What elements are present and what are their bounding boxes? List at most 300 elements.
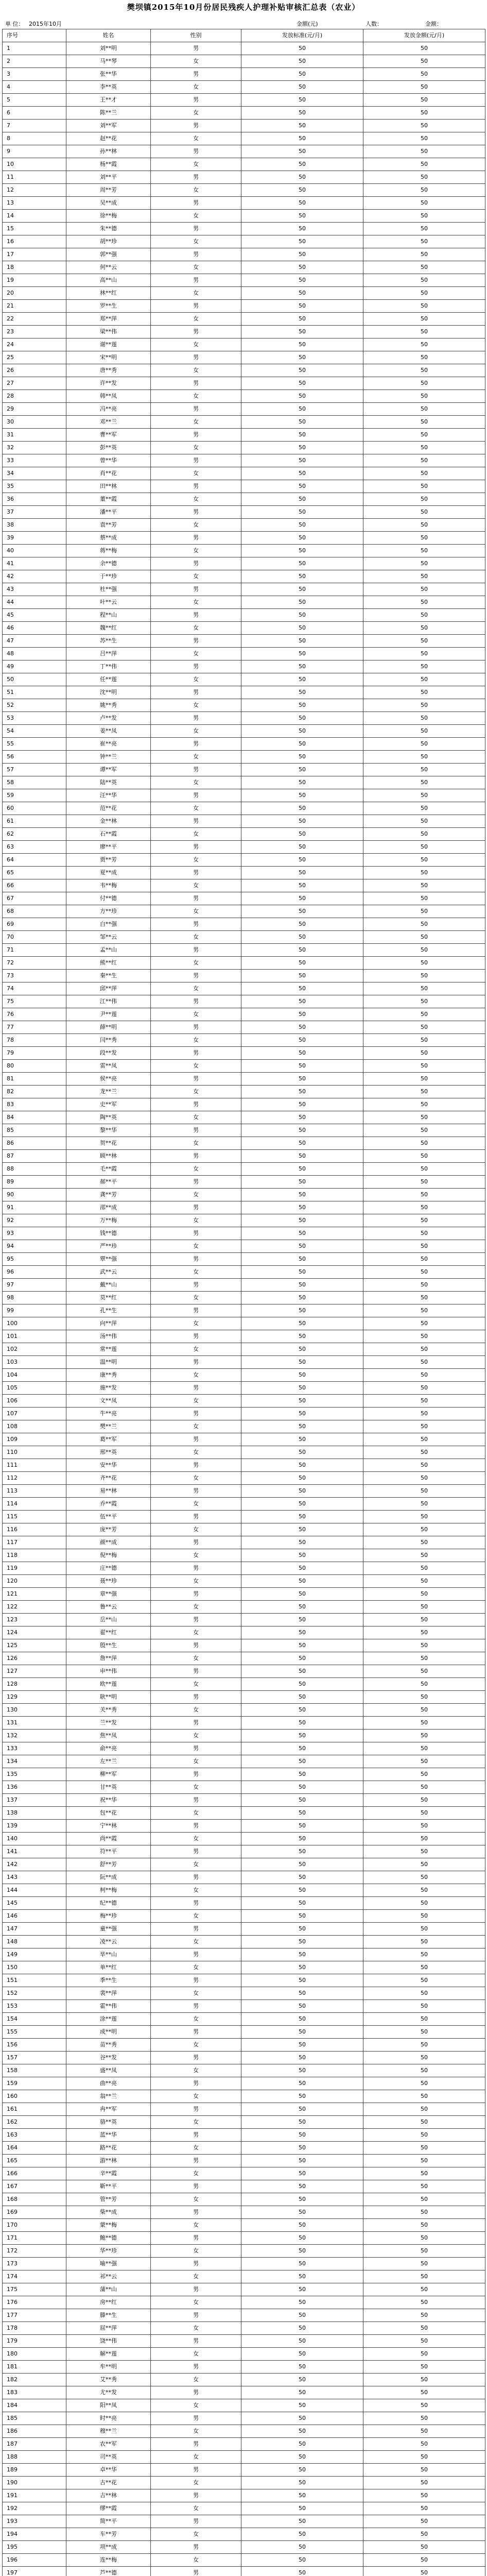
cell-gender: 男	[151, 2361, 241, 2374]
cell-standard: 50	[241, 2129, 363, 2142]
cell-name: 左**兰	[66, 1755, 151, 1768]
cell-index: 16	[3, 235, 66, 248]
cell-standard: 50	[241, 1807, 363, 1820]
cell-amount: 50	[363, 712, 485, 725]
cell-standard: 50	[241, 545, 363, 557]
cell-standard: 50	[241, 1459, 363, 1472]
cell-name: 汪**华	[66, 789, 151, 802]
cell-index: 30	[3, 416, 66, 429]
cell-standard: 50	[241, 1304, 363, 1317]
cell-gender: 男	[151, 1871, 241, 1884]
cell-name: 覃**强	[66, 1253, 151, 1266]
cell-index: 159	[3, 2077, 66, 2090]
cell-standard: 50	[241, 1639, 363, 1652]
cell-amount: 50	[363, 738, 485, 751]
cell-standard: 50	[241, 2090, 363, 2103]
table-row	[3, 1098, 485, 1111]
table-row	[3, 313, 485, 326]
cell-gender: 女	[151, 1807, 241, 1820]
table-row	[3, 660, 485, 673]
cell-name: 苏**生	[66, 635, 151, 648]
table-row	[3, 1833, 485, 1845]
cell-name: 文**凤	[66, 1395, 151, 1408]
cell-name: 阳**凤	[66, 2399, 151, 2412]
cell-name: 涂**莲	[66, 2013, 151, 2026]
cell-index: 147	[3, 1923, 66, 1936]
cell-gender: 男	[151, 2567, 241, 2576]
cell-amount: 50	[363, 1511, 485, 1523]
table-row	[3, 1189, 485, 1201]
cell-standard: 50	[241, 2554, 363, 2567]
table-row	[3, 1150, 485, 1163]
cell-gender: 女	[151, 1961, 241, 1974]
table-row	[3, 2129, 485, 2142]
cell-standard: 50	[241, 42, 363, 55]
cell-index: 11	[3, 171, 66, 184]
cell-gender: 男	[151, 377, 241, 390]
cell-name: 常**莲	[66, 1343, 151, 1356]
meta-amount: 金额：	[425, 21, 442, 27]
cell-standard: 50	[241, 1871, 363, 1884]
cell-name: 龙**兰	[66, 1086, 151, 1098]
cell-amount: 50	[363, 1253, 485, 1266]
cell-amount: 50	[363, 609, 485, 622]
cell-gender: 男	[151, 429, 241, 442]
table-row	[3, 2309, 485, 2322]
cell-index: 160	[3, 2090, 66, 2103]
cell-name: 金**林	[66, 815, 151, 828]
cell-gender: 男	[151, 1923, 241, 1936]
cell-amount: 50	[363, 248, 485, 261]
cell-gender: 男	[151, 1639, 241, 1652]
cell-amount: 50	[363, 2116, 485, 2129]
cell-gender: 女	[151, 828, 241, 841]
cell-gender: 女	[151, 879, 241, 892]
cell-index: 178	[3, 2322, 66, 2335]
cell-amount: 50	[363, 377, 485, 390]
cell-amount: 50	[363, 802, 485, 815]
cell-index: 49	[3, 660, 66, 673]
cell-amount: 50	[363, 776, 485, 789]
cell-gender: 男	[151, 1974, 241, 1987]
cell-amount: 50	[363, 2528, 485, 2541]
cell-amount: 50	[363, 338, 485, 351]
report-meta	[2, 18, 485, 28]
cell-index: 116	[3, 1523, 66, 1536]
table-row	[3, 1124, 485, 1137]
table-row	[3, 2052, 485, 2064]
cell-amount: 50	[363, 1343, 485, 1356]
cell-name: 包**花	[66, 1807, 151, 1820]
cell-name: 汤**伟	[66, 1330, 151, 1343]
cell-index: 52	[3, 699, 66, 712]
cell-amount: 50	[363, 982, 485, 995]
cell-index: 74	[3, 982, 66, 995]
cell-amount: 50	[363, 2167, 485, 2180]
table-row	[3, 261, 485, 274]
cell-gender: 女	[151, 1317, 241, 1330]
cell-standard: 50	[241, 287, 363, 300]
cell-amount: 50	[363, 596, 485, 609]
cell-index: 145	[3, 1897, 66, 1910]
table-row	[3, 609, 485, 622]
cell-gender: 女	[151, 158, 241, 171]
cell-index: 5	[3, 94, 66, 107]
cell-gender: 男	[151, 480, 241, 493]
cell-amount: 50	[363, 351, 485, 364]
cell-index: 111	[3, 1459, 66, 1472]
cell-name: 路**花	[66, 2142, 151, 2155]
table-row	[3, 532, 485, 545]
cell-amount: 50	[363, 1304, 485, 1317]
cell-index: 83	[3, 1098, 66, 1111]
cell-standard: 50	[241, 867, 363, 879]
cell-index: 47	[3, 635, 66, 648]
cell-gender: 男	[151, 2206, 241, 2219]
table-row	[3, 2374, 485, 2386]
cell-name: 段**发	[66, 1047, 151, 1060]
cell-amount: 50	[363, 1060, 485, 1073]
cell-gender: 男	[151, 506, 241, 519]
table-row	[3, 583, 485, 596]
cell-name: 蓝**华	[66, 2129, 151, 2142]
table-row	[3, 751, 485, 764]
cell-gender: 女	[151, 982, 241, 995]
cell-name: 许**发	[66, 377, 151, 390]
cell-amount: 50	[363, 995, 485, 1008]
cell-amount: 50	[363, 1845, 485, 1858]
cell-amount: 50	[363, 1601, 485, 1614]
cell-standard: 50	[241, 1974, 363, 1987]
cell-index: 189	[3, 2464, 66, 2477]
cell-gender: 女	[151, 725, 241, 738]
table-row	[3, 81, 485, 94]
cell-amount: 50	[363, 648, 485, 660]
cell-standard: 50	[241, 1408, 363, 1420]
cell-standard: 50	[241, 1034, 363, 1047]
cell-amount: 50	[363, 454, 485, 467]
cell-index: 101	[3, 1330, 66, 1343]
table-row	[3, 622, 485, 635]
cell-index: 148	[3, 1936, 66, 1948]
cell-amount: 50	[363, 1034, 485, 1047]
table-row	[3, 570, 485, 583]
cell-standard: 50	[241, 1189, 363, 1201]
cell-standard: 50	[241, 2489, 363, 2502]
table-row	[3, 1704, 485, 1717]
table-row	[3, 403, 485, 416]
cell-standard: 50	[241, 1794, 363, 1807]
cell-amount: 50	[363, 1704, 485, 1717]
cell-name: 牟**明	[66, 2361, 151, 2374]
table-row	[3, 2039, 485, 2052]
table-row	[3, 1665, 485, 1678]
table-row	[3, 2399, 485, 2412]
cell-amount: 50	[363, 132, 485, 145]
cell-name: 兰**发	[66, 1717, 151, 1730]
cell-index: 97	[3, 1279, 66, 1292]
cell-index: 27	[3, 377, 66, 390]
table-row	[3, 171, 485, 184]
table-row	[3, 1781, 485, 1794]
cell-amount: 50	[363, 725, 485, 738]
cell-gender: 女	[151, 2167, 241, 2180]
cell-name: 庄**德	[66, 1562, 151, 1575]
cell-standard: 50	[241, 1575, 363, 1588]
cell-name: 刘**平	[66, 171, 151, 184]
cell-amount: 50	[363, 1459, 485, 1472]
cell-index: 72	[3, 957, 66, 970]
cell-index: 61	[3, 815, 66, 828]
cell-name: 柯**梅	[66, 1884, 151, 1897]
cell-amount: 50	[363, 1047, 485, 1060]
cell-gender: 男	[151, 557, 241, 570]
cell-amount: 50	[363, 416, 485, 429]
cell-gender: 女	[151, 1601, 241, 1614]
cell-amount: 50	[363, 1214, 485, 1227]
cell-index: 44	[3, 596, 66, 609]
cell-index: 100	[3, 1317, 66, 1330]
cell-gender: 女	[151, 2142, 241, 2155]
cell-index: 177	[3, 2309, 66, 2322]
cell-standard: 50	[241, 982, 363, 995]
cell-standard: 50	[241, 686, 363, 699]
cell-amount: 50	[363, 1549, 485, 1562]
cell-gender: 女	[151, 2554, 241, 2567]
cell-gender: 女	[151, 2451, 241, 2464]
cell-amount: 50	[363, 1124, 485, 1137]
cell-name: 高**山	[66, 274, 151, 287]
cell-gender: 女	[151, 905, 241, 918]
cell-name: 柴**成	[66, 2206, 151, 2219]
table-row	[3, 1549, 485, 1562]
cell-index: 114	[3, 1498, 66, 1511]
cell-amount: 50	[363, 892, 485, 905]
cell-name: 翁**兰	[66, 2090, 151, 2103]
cell-standard: 50	[241, 1511, 363, 1523]
table-row	[3, 1343, 485, 1356]
table-row	[3, 2142, 485, 2155]
cell-name: 詹**萍	[66, 1652, 151, 1665]
table-row	[3, 1961, 485, 1974]
cell-standard: 50	[241, 1086, 363, 1098]
cell-standard: 50	[241, 1253, 363, 1266]
cell-index: 156	[3, 2039, 66, 2052]
cell-index: 130	[3, 1704, 66, 1717]
cell-index: 50	[3, 673, 66, 686]
cell-standard: 50	[241, 1730, 363, 1742]
table-row	[3, 2425, 485, 2438]
cell-gender: 女	[151, 1034, 241, 1047]
cell-standard: 50	[241, 197, 363, 210]
table-row	[3, 725, 485, 738]
cell-standard: 50	[241, 467, 363, 480]
cell-gender: 女	[151, 1704, 241, 1717]
cell-gender: 女	[151, 1240, 241, 1253]
cell-amount: 50	[363, 2567, 485, 2576]
cell-gender: 女	[151, 2296, 241, 2309]
cell-name: 沈**明	[66, 686, 151, 699]
cell-name: 何**云	[66, 261, 151, 274]
cell-gender: 女	[151, 1730, 241, 1742]
cell-name: 盛**凤	[66, 2064, 151, 2077]
cell-amount: 50	[363, 467, 485, 480]
cell-standard: 50	[241, 660, 363, 673]
cell-amount: 50	[363, 1794, 485, 1807]
cell-index: 172	[3, 2245, 66, 2258]
cell-gender: 男	[151, 2103, 241, 2116]
cell-standard: 50	[241, 1060, 363, 1073]
table-row	[3, 1163, 485, 1176]
cell-amount: 50	[363, 1356, 485, 1369]
cell-standard: 50	[241, 261, 363, 274]
cell-amount: 50	[363, 557, 485, 570]
cell-name: 严**珍	[66, 1240, 151, 1253]
cell-standard: 50	[241, 957, 363, 970]
cell-name: 俞**亮	[66, 1742, 151, 1755]
cell-name: 尹**莲	[66, 1008, 151, 1021]
cell-index: 132	[3, 1730, 66, 1742]
table-row	[3, 2167, 485, 2180]
cell-index: 133	[3, 1742, 66, 1755]
cell-gender: 女	[151, 2116, 241, 2129]
cell-name: 凌**云	[66, 1936, 151, 1948]
subsidy-table	[2, 29, 485, 2576]
cell-gender: 女	[151, 1678, 241, 1691]
cell-gender: 男	[151, 815, 241, 828]
cell-gender: 女	[151, 442, 241, 454]
cell-name: 于**珍	[66, 570, 151, 583]
cell-amount: 50	[363, 2039, 485, 2052]
cell-amount: 50	[363, 94, 485, 107]
cell-standard: 50	[241, 828, 363, 841]
table-row	[3, 648, 485, 660]
cell-gender: 男	[151, 1408, 241, 1420]
cell-standard: 50	[241, 403, 363, 416]
cell-name: 伍**平	[66, 1511, 151, 1523]
table-row	[3, 2348, 485, 2361]
cell-standard: 50	[241, 648, 363, 660]
cell-index: 6	[3, 107, 66, 120]
cell-gender: 男	[151, 1717, 241, 1730]
table-row	[3, 2000, 485, 2013]
cell-standard: 50	[241, 1936, 363, 1948]
cell-standard: 50	[241, 235, 363, 248]
cell-gender: 女	[151, 1755, 241, 1768]
table-row	[3, 1408, 485, 1420]
table-row	[3, 2438, 485, 2451]
cell-name: 季**生	[66, 1974, 151, 1987]
cell-index: 69	[3, 918, 66, 931]
cell-index: 48	[3, 648, 66, 660]
table-row	[3, 223, 485, 235]
cell-standard: 50	[241, 2451, 363, 2464]
cell-index: 123	[3, 1614, 66, 1626]
table-row	[3, 2219, 485, 2232]
cell-index: 82	[3, 1086, 66, 1098]
cell-name: 姚**秀	[66, 699, 151, 712]
cell-gender: 女	[151, 2425, 241, 2438]
cell-gender: 男	[151, 2232, 241, 2245]
cell-index: 87	[3, 1150, 66, 1163]
cell-gender: 男	[151, 1536, 241, 1549]
table-row	[3, 1330, 485, 1343]
cell-amount: 50	[363, 326, 485, 338]
cell-amount: 50	[363, 1150, 485, 1163]
cell-name: 葛**军	[66, 1433, 151, 1446]
cell-index: 134	[3, 1755, 66, 1768]
cell-name: 唐**秀	[66, 364, 151, 377]
cell-gender: 男	[151, 2309, 241, 2322]
cell-name: 耿**明	[66, 1691, 151, 1704]
table-row	[3, 1639, 485, 1652]
cell-gender: 女	[151, 2477, 241, 2489]
cell-name: 韦**梅	[66, 879, 151, 892]
cell-index: 188	[3, 2451, 66, 2464]
cell-gender: 女	[151, 1884, 241, 1897]
cell-gender: 男	[151, 2515, 241, 2528]
table-row	[3, 2322, 485, 2335]
cell-gender: 男	[151, 686, 241, 699]
table-row	[3, 1433, 485, 1446]
cell-gender: 男	[151, 1485, 241, 1498]
cell-standard: 50	[241, 1137, 363, 1150]
cell-name: 江**伟	[66, 995, 151, 1008]
table-row	[3, 467, 485, 480]
table-row	[3, 274, 485, 287]
table-row	[3, 970, 485, 982]
cell-standard: 50	[241, 2116, 363, 2129]
cell-index: 146	[3, 1910, 66, 1923]
table-row	[3, 107, 485, 120]
cell-index: 58	[3, 776, 66, 789]
cell-name: 时**亮	[66, 2412, 151, 2425]
cell-index: 42	[3, 570, 66, 583]
cell-name: 蔡**成	[66, 532, 151, 545]
cell-index: 9	[3, 145, 66, 158]
cell-index: 129	[3, 1691, 66, 1704]
cell-gender: 男	[151, 145, 241, 158]
cell-standard: 50	[241, 699, 363, 712]
cell-index: 60	[3, 802, 66, 815]
table-row	[3, 2386, 485, 2399]
cell-amount: 50	[363, 197, 485, 210]
cell-index: 183	[3, 2386, 66, 2399]
table-row	[3, 2064, 485, 2077]
cell-index: 108	[3, 1420, 66, 1433]
cell-standard: 50	[241, 1884, 363, 1897]
cell-index: 169	[3, 2206, 66, 2219]
cell-gender: 女	[151, 1266, 241, 1279]
cell-name: 施**发	[66, 1382, 151, 1395]
cell-index: 125	[3, 1639, 66, 1652]
cell-index: 90	[3, 1189, 66, 1201]
cell-index: 29	[3, 403, 66, 416]
table-row	[3, 1511, 485, 1523]
cell-gender: 男	[151, 892, 241, 905]
cell-amount: 50	[363, 223, 485, 235]
cell-name: 顾**林	[66, 1150, 151, 1163]
cell-gender: 男	[151, 2438, 241, 2451]
cell-name: 缪**霞	[66, 2502, 151, 2515]
cell-name: 牛**亮	[66, 1408, 151, 1420]
cell-index: 66	[3, 879, 66, 892]
cell-standard: 50	[241, 338, 363, 351]
cell-name: 武**云	[66, 1266, 151, 1279]
cell-index: 89	[3, 1176, 66, 1189]
cell-index: 121	[3, 1588, 66, 1601]
cell-gender: 男	[151, 1691, 241, 1704]
